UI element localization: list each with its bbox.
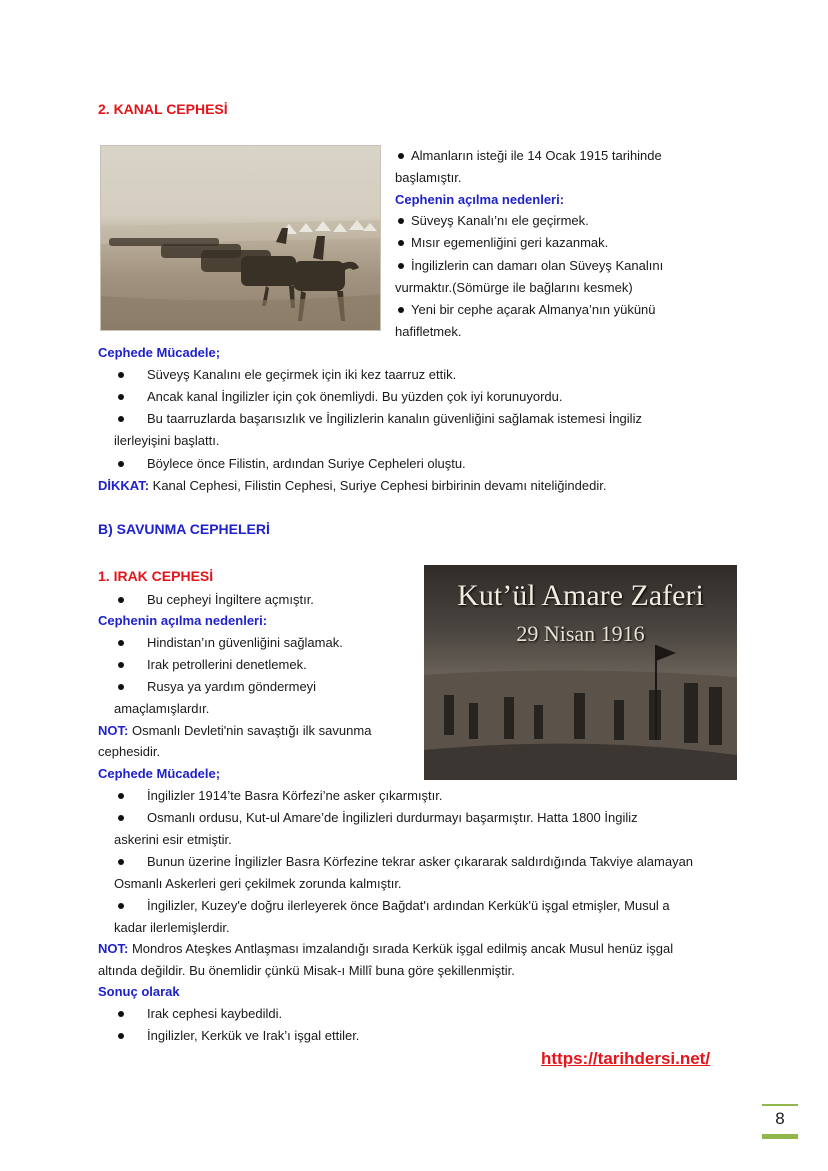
bullet	[118, 815, 124, 821]
caravan-illustration	[101, 146, 381, 331]
irak-reason-3a: Rusya ya yardım göndermeyi	[147, 679, 317, 694]
irak-struggle-2b: askerini esir etmiştir.	[114, 832, 232, 847]
note-text: Osmanlı Devleti'nin savaştığı ilk savunma	[128, 723, 372, 738]
kanal-reasons-label: Cephenin açılma nedenleri:	[395, 192, 565, 207]
irak-note-1b: cephesidir.	[98, 744, 161, 759]
irak-result-2: İngilizler, Kerkük ve Irak’ı işgal ettiler.	[147, 1028, 360, 1043]
bullet	[118, 461, 124, 467]
dikkat-note	[98, 475, 606, 497]
irak-reason-1: Hindistan’ın güvenliğini sağlamak.	[147, 635, 343, 650]
bullet	[118, 394, 124, 400]
irak-struggle-2a: Osmanlı ordusu, Kut-ul Amare’de İngilizleri durdurmayı başarmıştır. Hatta 1800 İngiliz	[147, 810, 638, 825]
site-url-link[interactable]: https://tarihdersi.net/	[541, 1049, 711, 1068]
page-number-bar	[762, 1134, 798, 1139]
note-label: NOT:	[98, 723, 129, 738]
bullet	[118, 372, 124, 378]
kanal-reason-2: Mısır egemenliğini geri kazanmak.	[411, 235, 609, 250]
bullet	[118, 597, 124, 603]
irak-result-label: Sonuç olarak	[98, 984, 180, 999]
kut-ul-amare-photo	[424, 565, 737, 780]
kanal-reason-4a: Yeni bir cephe açarak Almanya’nın yükünü	[411, 302, 656, 317]
kanal-struggle-2: Ancak kanal İngilizler için çok önemliydi. Bu yüzden çok iyi korunuyordu.	[147, 389, 563, 404]
dikkat-text: Kanal Cephesi, Filistin Cephesi, Suriye Cephesi birbirinin devamı niteliğindedir.	[149, 478, 607, 493]
irak-result-1: Irak cephesi kaybedildi.	[147, 1006, 283, 1021]
kanal-reason-3b: vurmaktır.(Sömürge ile bağlarını kesmek)	[395, 280, 633, 295]
irak-bullet-1: Bu cepheyi İngiltere açmıştır.	[147, 592, 314, 607]
bullet	[118, 684, 124, 690]
bullet	[118, 793, 124, 799]
bullet	[118, 662, 124, 668]
irak-struggle-3a: Bunun üzerine İngilizler Basra Körfezine tekrar asker çıkararak saldırdığında Takviye alamayan	[147, 854, 694, 869]
kanal-intro-line-2: başlamıştır.	[395, 170, 462, 185]
kanal-reason-1: Süveyş Kanalı’nı ele geçirmek.	[411, 213, 589, 228]
bullet	[118, 416, 124, 422]
bullet	[398, 263, 404, 269]
irak-struggle-4b: kadar ilerlemişlerdir.	[114, 920, 230, 935]
kanal-struggle-label: Cephede Mücadele;	[98, 345, 221, 360]
irak-reason-2: Irak petrollerini denetlemek.	[147, 657, 307, 672]
photo-caption-date: 29 Nisan 1916	[516, 621, 645, 646]
bullet	[398, 307, 404, 313]
bullet	[118, 640, 124, 646]
kanal-struggle-3b: ilerleyişini başlattı.	[114, 433, 220, 448]
note-label: NOT:	[98, 941, 129, 956]
bullet	[118, 903, 124, 909]
irak-struggle-1: İngilizler 1914’te Basra Körfezi’ne asker çıkarmıştır.	[147, 788, 443, 803]
kanal-reason-4b: hafifletmek.	[395, 324, 462, 339]
bullet	[118, 859, 124, 865]
kanal-struggle-1: Süveyş Kanalını ele geçirmek için iki kez taarruz ettik.	[147, 367, 457, 382]
note-text: Mondros Ateşkes Antlaşması imzalandığı sırada Kerkük işgal edilmiş ancak Musul henüz işgal	[128, 941, 674, 956]
irak-note-2a	[98, 938, 673, 960]
section-title-savunma: B) SAVUNMA CEPHELERİ	[98, 521, 270, 537]
kanal-struggle-4: Böylece önce Filistin, ardından Suriye Cepheleri oluştu.	[147, 456, 466, 471]
page-number: 8	[775, 1109, 785, 1128]
kanal-reason-3a: İngilizlerin can damarı olan Süveyş Kanalını	[411, 258, 664, 273]
irak-note-2b: altında değildir. Bu önemlidir çünkü Misak-ı Millî buna göre şekillenmiştir.	[98, 963, 515, 978]
section-title-irak: 1. IRAK CEPHESİ	[98, 568, 214, 584]
irak-note-1a	[98, 720, 371, 742]
kanal-struggle-3a: Bu taarruzlarda başarısızlık ve İngilizlerin kanalın güvenliğini sağlamak istemesi İngiliz	[147, 411, 642, 426]
bullet	[398, 240, 404, 246]
bullet	[398, 153, 404, 159]
irak-reason-3b: amaçlamışlardır.	[114, 701, 210, 716]
irak-struggle-label: Cephede Mücadele;	[98, 766, 221, 781]
bullet	[118, 1033, 124, 1039]
irak-struggle-3b: Osmanlı Askerleri geri çekilmek zorunda kalmıştır.	[114, 876, 402, 891]
section-title-kanal: 2. KANAL CEPHESİ	[98, 101, 228, 117]
irak-reasons-label: Cephenin açılma nedenleri:	[98, 613, 268, 628]
irak-struggle-4a: İngilizler, Kuzey'e doğru ilerleyerek önce Bağdat'ı ardından Kerkük'ü işgal etmişler, Musul a	[147, 898, 670, 913]
dikkat-label: DİKKAT:	[98, 478, 150, 493]
kanal-intro-line-1: Almanların isteği ile 14 Ocak 1915 tarihinde	[411, 148, 662, 163]
bullet	[398, 218, 404, 224]
photo-caption-title: Kut’ül Amare Zaferi	[457, 579, 704, 612]
camel-caravan-photo	[100, 145, 381, 331]
bullet	[118, 1011, 124, 1017]
